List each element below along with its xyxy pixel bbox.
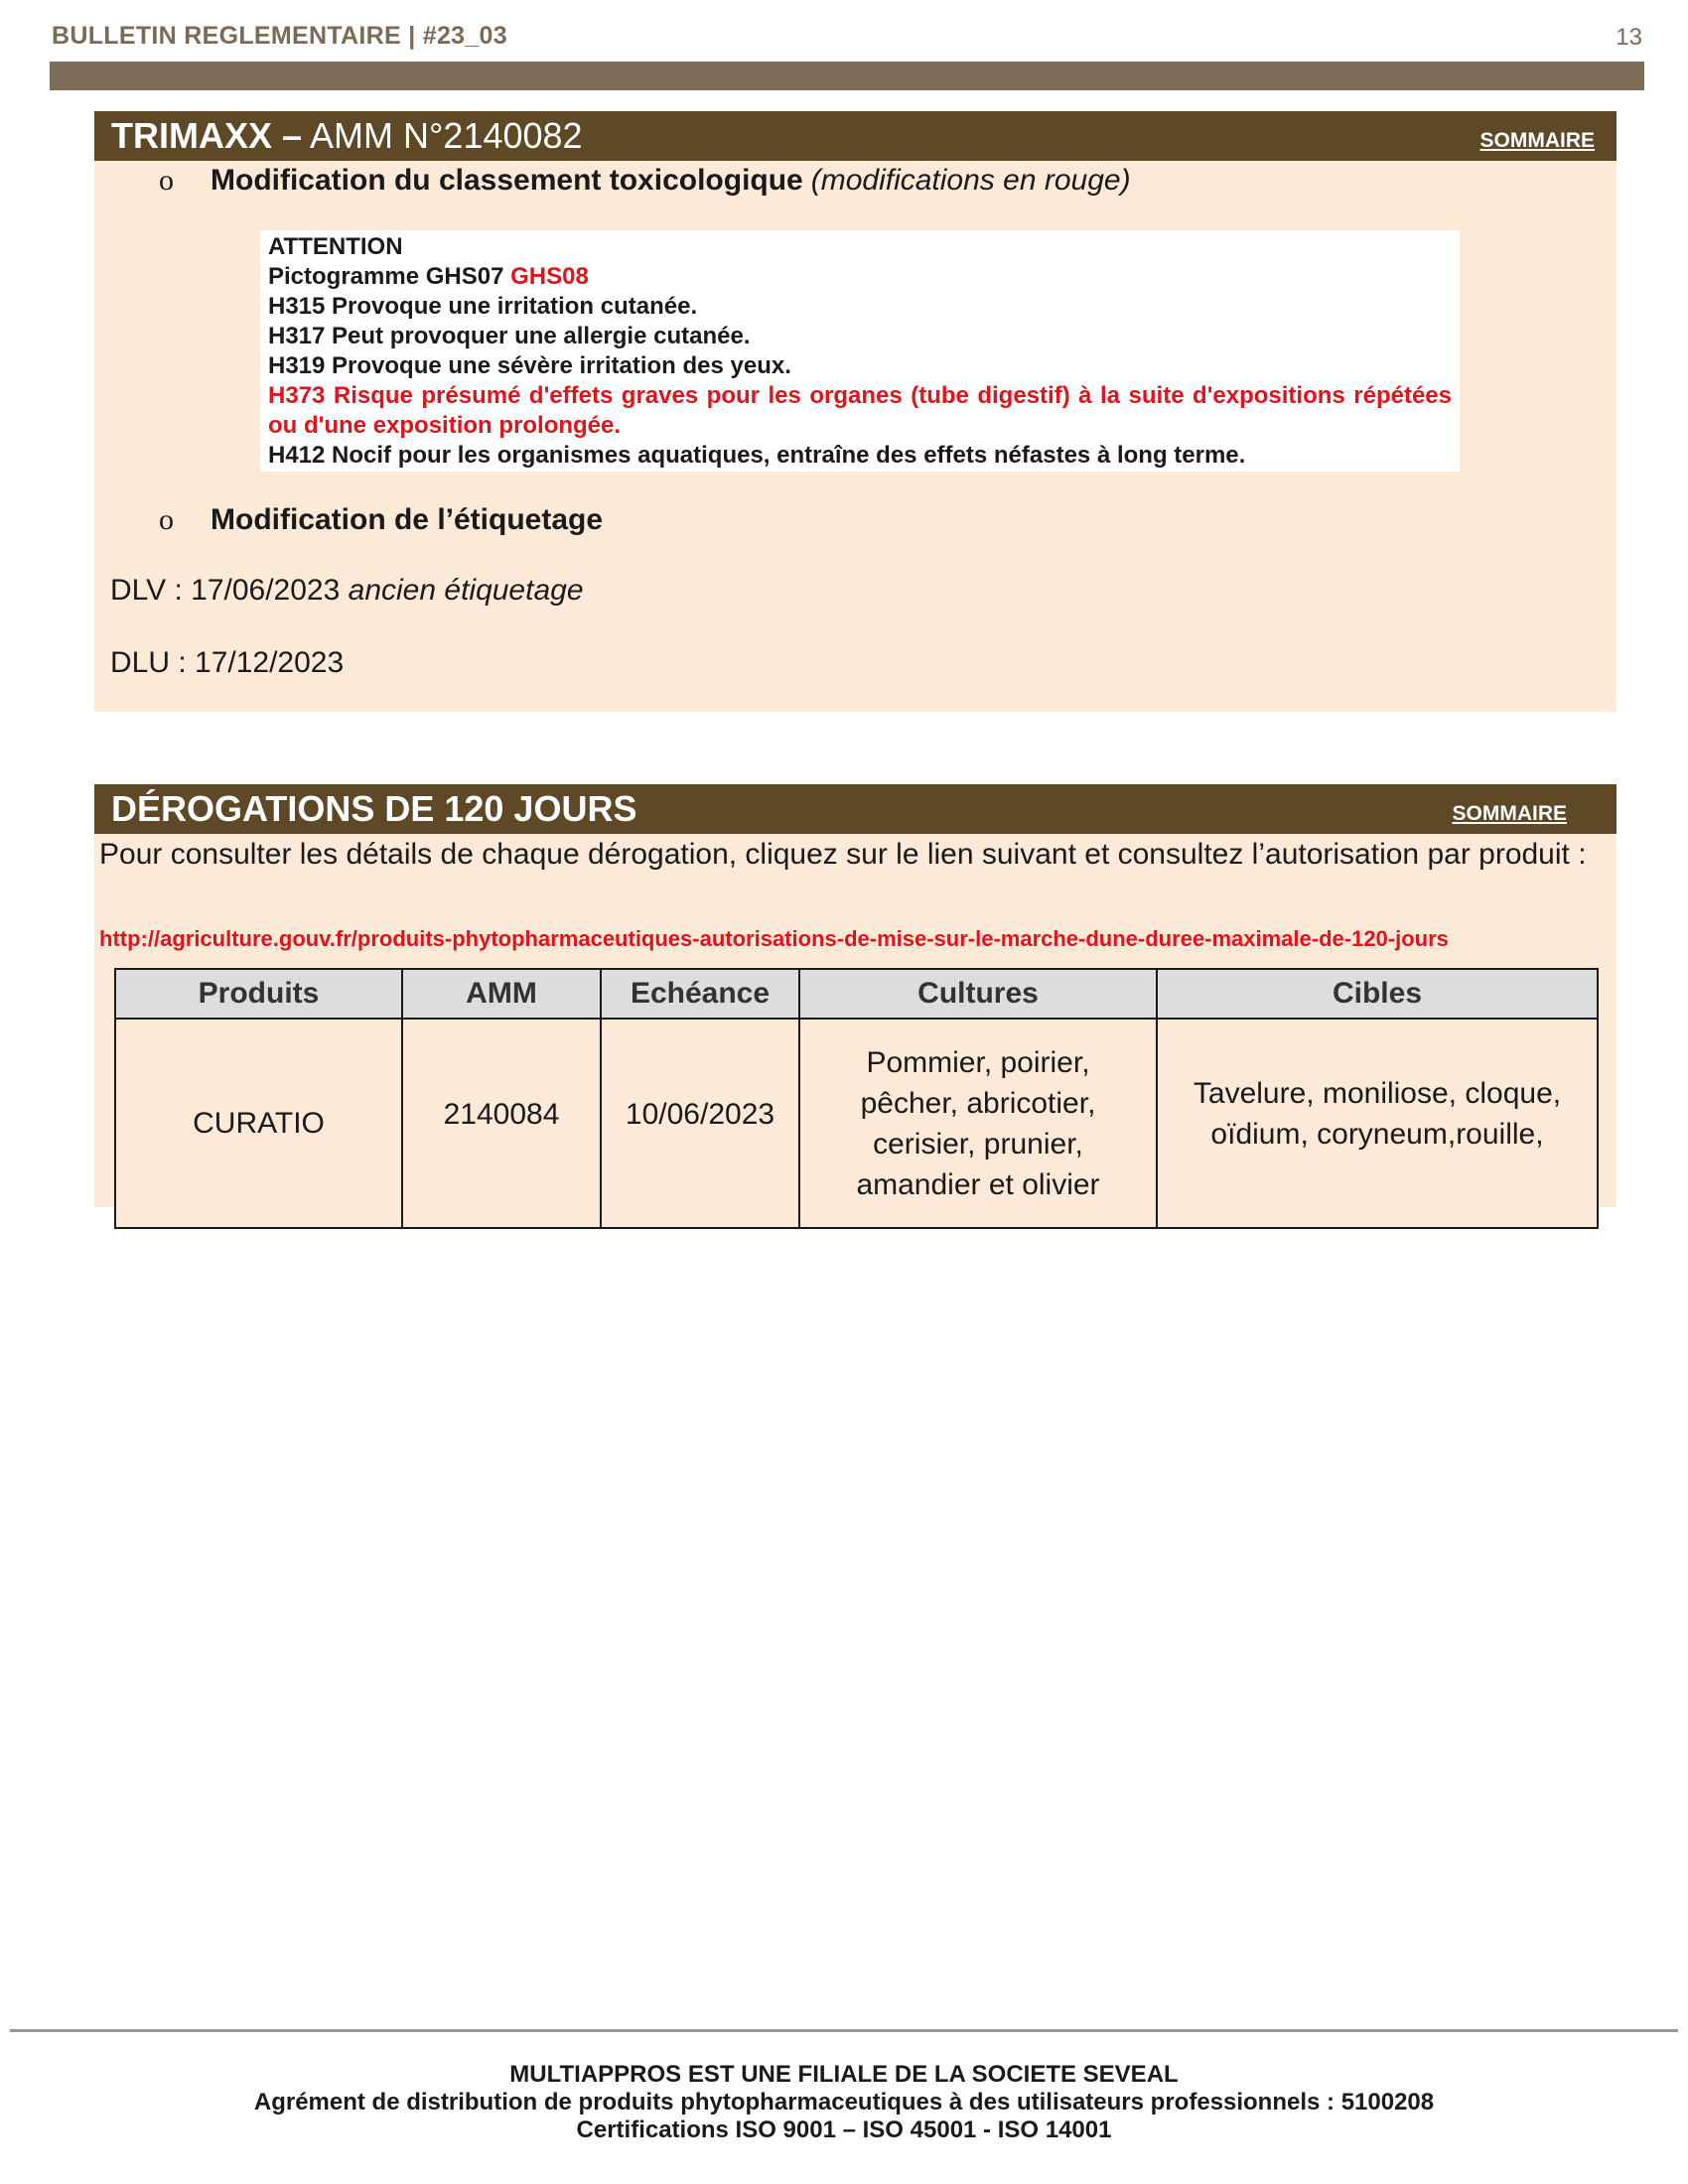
footer-agrement: Agrément de distribution de produits phytopharmaceutiques à des utilisateurs professionnels : 5100208 [253,2089,1435,2116]
header-bar [50,62,1644,90]
toxicology-label: Modification du classement toxicologique [211,164,803,197]
cell-echeance: 10/06/2023 [601,1019,799,1228]
derogations-description: Pour consulter les détails de chaque dérogation, cliquez sur le lien suivant et consultez l’autorisation par produit : [99,838,1587,871]
derogations-link[interactable]: http://agriculture.gouv.fr/produits-phytopharmaceutiques-autorisations-de-mise-sur-le-marche-dune-duree-maximale-de-120-jours [99,926,1449,951]
sommaire-link[interactable]: SOMMAIRE [1479,129,1595,152]
toxicology-note: (modifications en rouge) [810,164,1131,197]
hazard-h317: H317 Peut provoquer une allergie cutanée. [268,323,751,349]
bulletin-title: BULLETIN REGLEMENTAIRE | #23_03 [52,22,507,50]
toxicology-classification-box [260,230,1460,472]
bullet-circle-icon: o [159,503,174,536]
pictogram-line: Pictogramme GHS07 GHS08 [268,263,589,290]
cell-produit: CURATIO [115,1019,402,1228]
hazard-h373: H373 Risque présumé d'effets graves pour les organes (tube digestif) à la suite d'expositions répétées ou d'une exposition prolongée. [268,382,1452,439]
page-number: 13 [1616,24,1642,51]
hazard-h412: H412 Nocif pour les organismes aquatiques, entraîne des effets néfastes à long terme. [268,442,1246,469]
labeling-bullet [159,503,603,537]
table-header-row [115,969,1598,1019]
column-header-echeance: Echéance [601,969,799,1019]
toxicology-bullet [159,164,1131,198]
trimaxx-title: TRIMAXX – AMM N°2140082 [111,115,583,156]
table-row [115,1019,1598,1228]
hazard-h319: H319 Provoque une sévère irritation des yeux. [268,352,791,379]
dlv-line: DLV : 17/06/2023 ancien étiquetage [110,574,584,607]
cell-cultures: Pommier, poirier, pêcher, abricotier, cerisier, prunier, amandier et olivier [799,1019,1157,1228]
trimaxx-section-header [94,111,1617,161]
cell-cibles: Tavelure, moniliose, cloque, oïdium, coryneum,rouille, [1157,1019,1598,1228]
derogations-table [114,968,1599,1229]
footer-company: MULTIAPPROS EST UNE FILIALE DE LA SOCIETE SEVEAL [509,2061,1179,2088]
derogations-title: DÉROGATIONS DE 120 JOURS [111,788,637,829]
attention-label: ATTENTION [268,233,403,260]
footer-divider [10,2029,1678,2032]
footer-certifications: Certifications ISO 9001 – ISO 45001 - ISO 14001 [576,2116,1112,2143]
bullet-circle-icon: o [159,164,174,197]
hazard-h315: H315 Provoque une irritation cutanée. [268,293,698,320]
column-header-cultures: Cultures [799,969,1157,1019]
labeling-label: Modification de l’étiquetage [211,503,604,536]
dlu-line: DLU : 17/12/2023 [110,646,345,679]
cell-amm: 2140084 [402,1019,601,1228]
column-header-cibles: Cibles [1157,969,1598,1019]
column-header-produits: Produits [115,969,402,1019]
derogations-section-header [94,784,1617,834]
column-header-amm: AMM [402,969,601,1019]
sommaire-link[interactable]: SOMMAIRE [1452,802,1567,825]
